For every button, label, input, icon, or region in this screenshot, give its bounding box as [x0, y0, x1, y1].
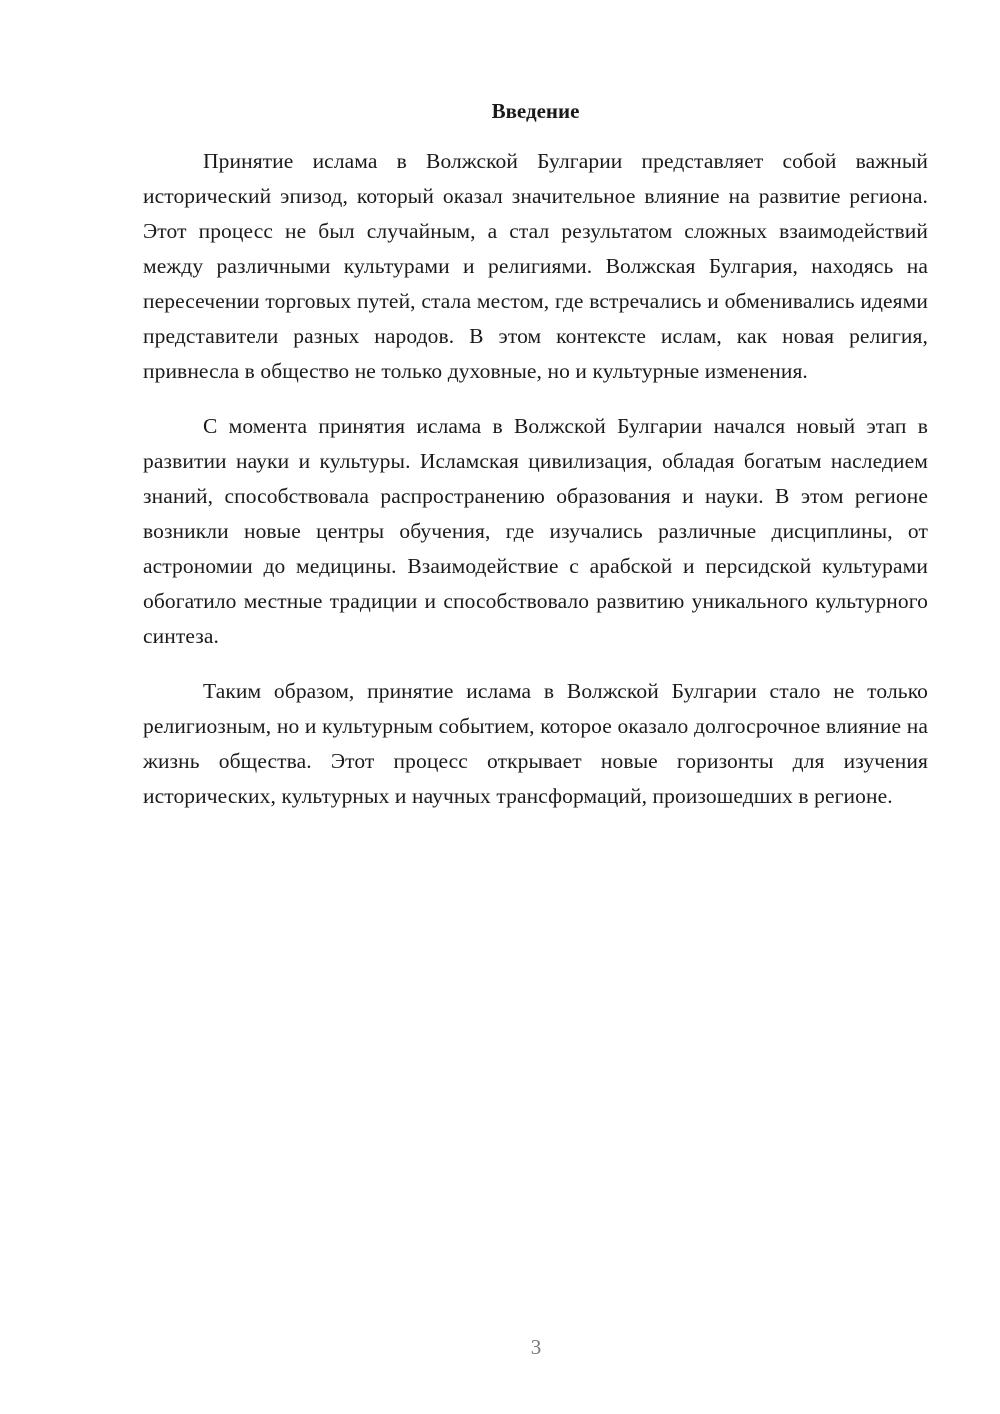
paragraph-3: Таким образом, принятие ислама в Волжской Булгарии стало не только религиозным, но и культурным событием, которое оказало долгосрочное влияние на жизнь общества. Этот процесс открывает новые горизонты для изучения исторических, культурных и научных трансформаций, произошедших в регионе. [143, 679, 928, 808]
page-title: Введение [491, 99, 580, 123]
paragraph-2: С момента принятия ислама в Волжской Булгарии начался новый этап в развитии науки и культуры. Исламская цивилизация, обладая богатым наследием знаний, способствовала распространению образования и науки. В этом регионе возникли новые центры обучения, где изучались различные дисциплины, от астрономии до медицины. Взаимодействие с арабской и персидской культурами обогатило местные традиции и способствовало развитию уникального культурного синтеза. [143, 414, 928, 648]
page-content [143, 96, 928, 834]
paragraph-1: Принятие ислама в Волжской Булгарии представляет собой важный исторический эпизод, который оказал значительное влияние на развитие региона. Этот процесс не был случайным, а стал результатом сложных взаимодействий между различными культурами и религиями. Волжская Булгария, находясь на пересечении торговых путей, стала местом, где встречались и обменивались идеями представители разных народов. В этом контексте ислам, как новая религия, привнесла в общество не только духовные, но и культурные изменения. [143, 149, 928, 383]
page-number: 3 [530, 1335, 542, 1359]
